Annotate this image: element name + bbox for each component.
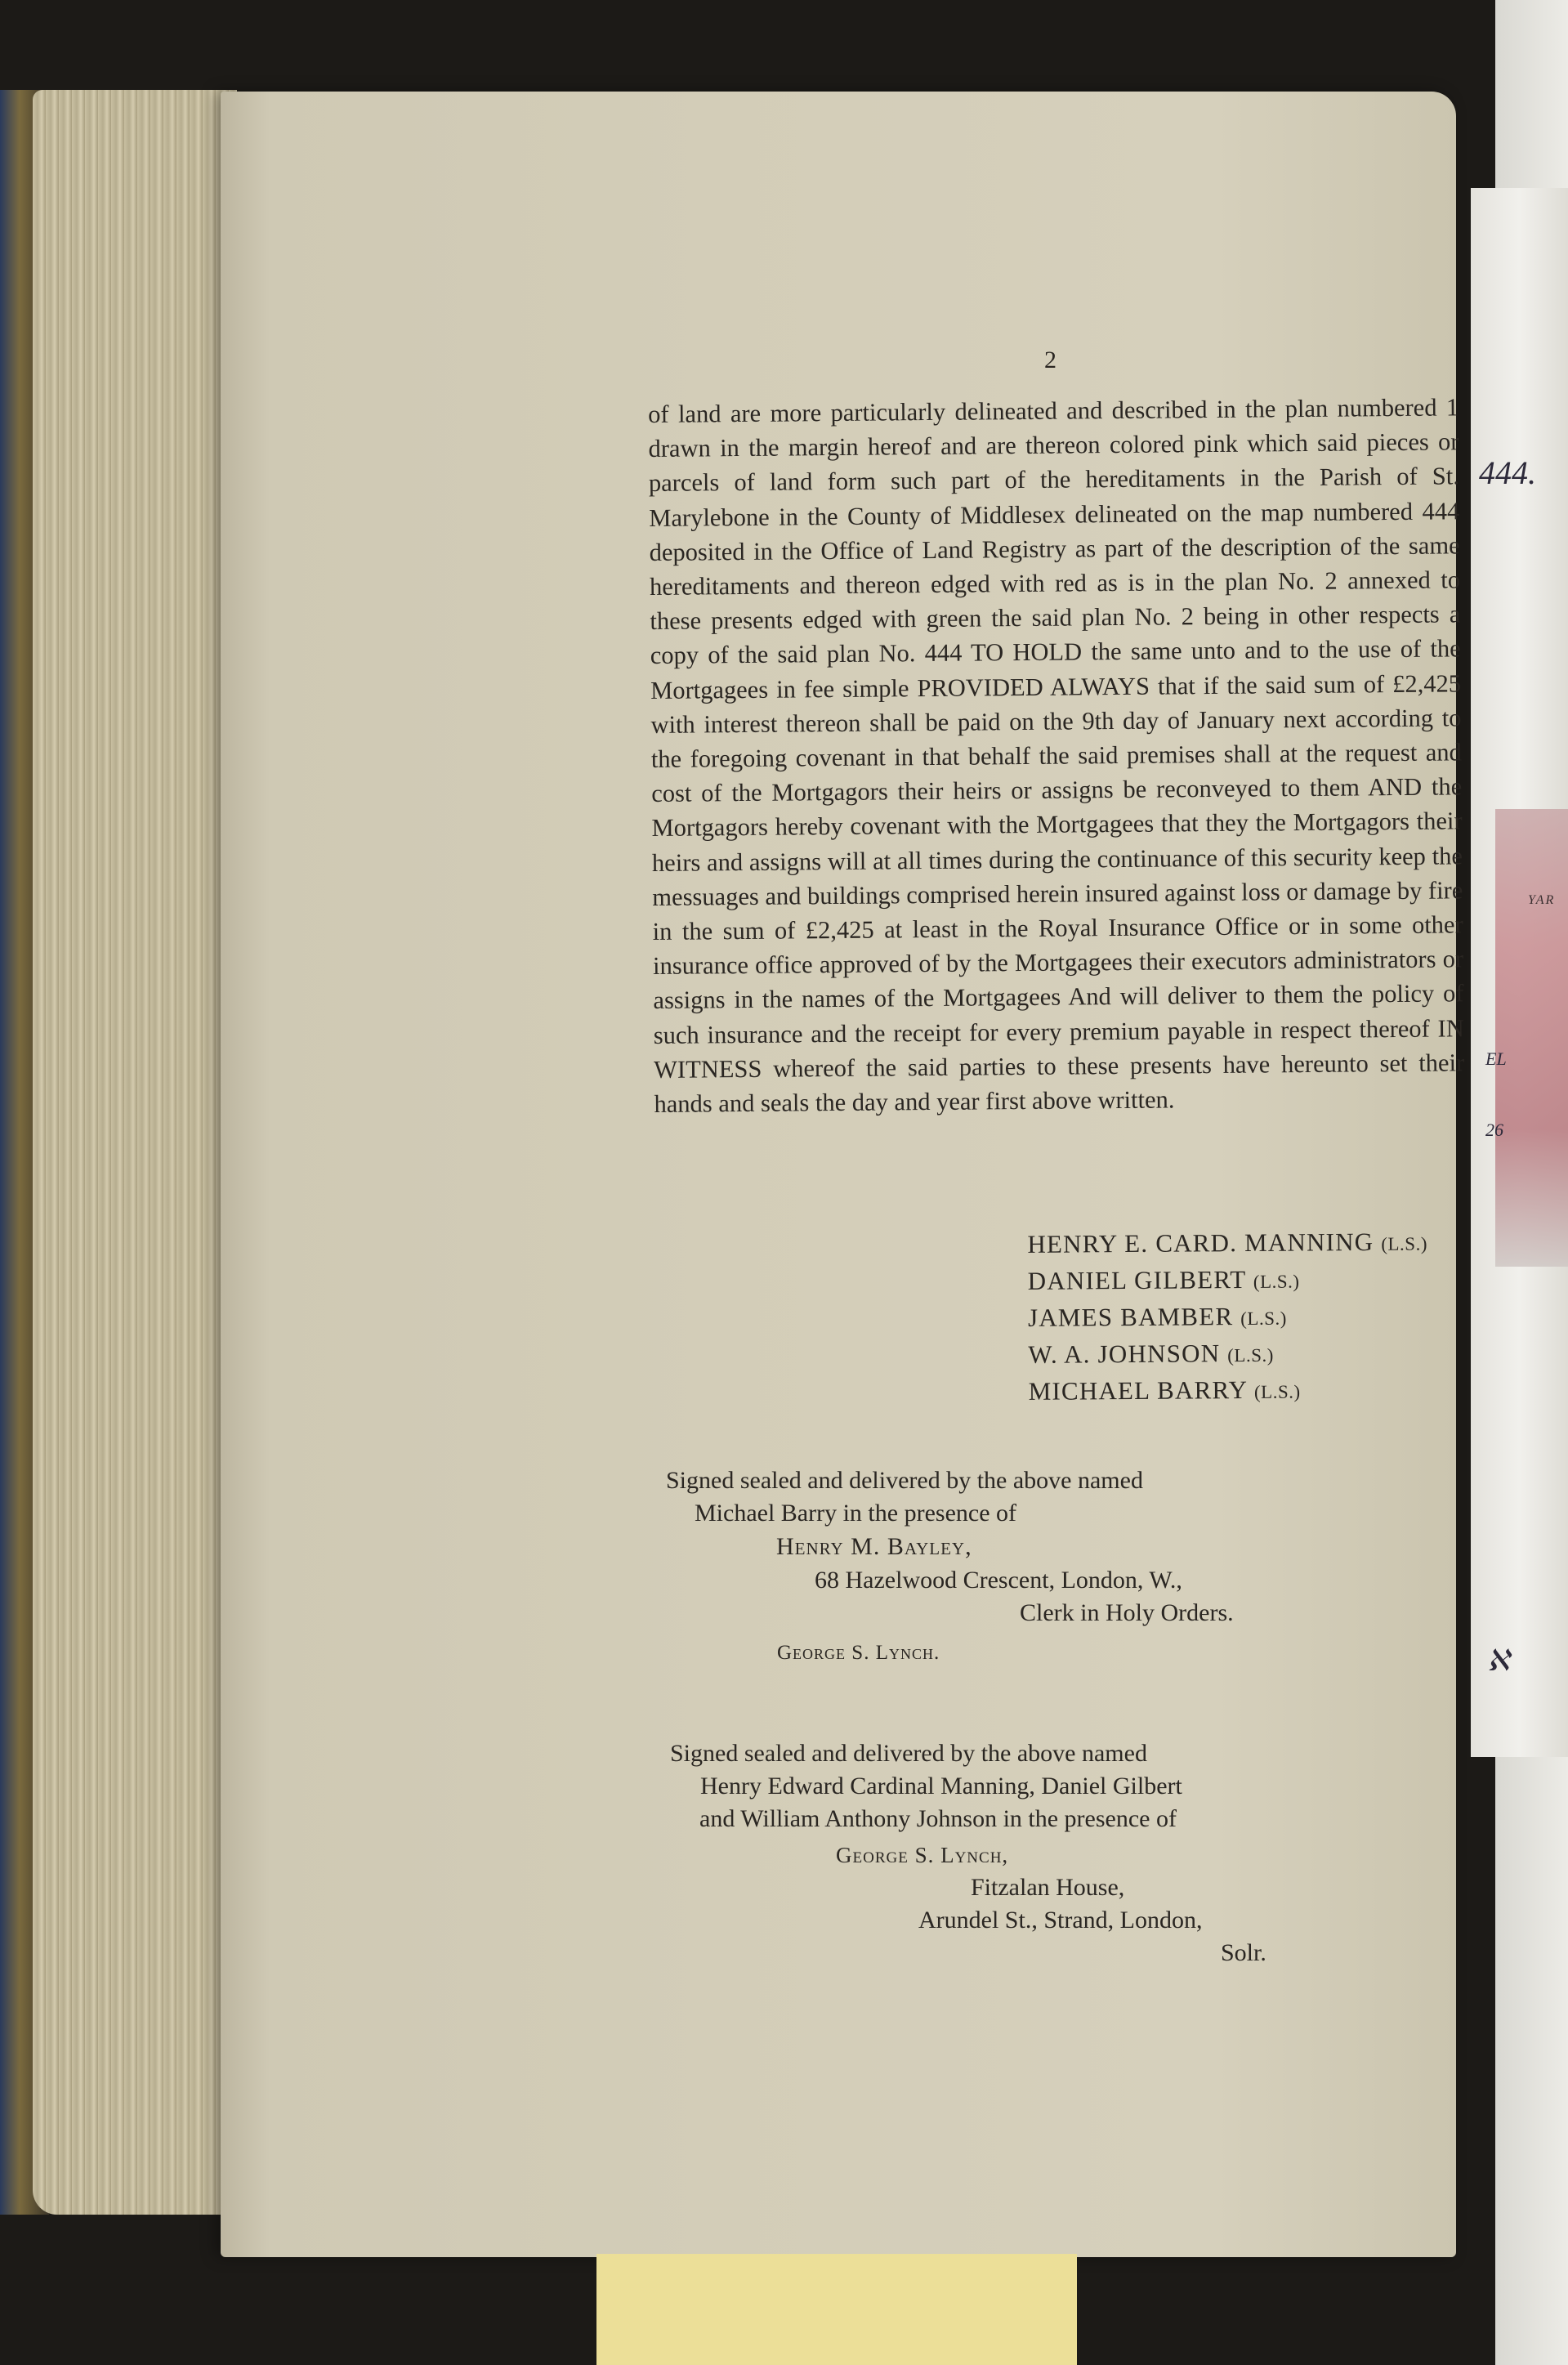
page-number: 2 (1044, 346, 1057, 373)
plan-26-label: 26 (1485, 1120, 1503, 1140)
signature-block (1027, 1224, 1470, 1411)
plan-el-label: EL (1485, 1048, 1507, 1069)
signature-line (1028, 1261, 1469, 1301)
signatory-name: HENRY E. CARD. MANNING (1027, 1227, 1374, 1259)
witness-address: Fitzalan House, (971, 1874, 1125, 1901)
witness-address: Arundel St., Strand, London, (918, 1907, 1203, 1934)
attestation-line: Signed sealed and delivered by the above named (670, 1740, 1147, 1767)
seal-mark: (L.S.) (1227, 1344, 1274, 1366)
page-stack-edges (33, 90, 237, 2215)
deed-body-text: of land are more particularly delineated and described in the plan numbered 1 drawn in the margin hereof and are thereon colored pink which said pieces or parcels of land form such part of the hereditaments in the Parish of St. Marylebone in the County of Middlesex delineated on the map numbered 444 deposited in the Office of Land Registry as part of the description of the same hereditaments and thereon edged with red as is in the plan No. 2 annexed to these presents edged with green the said plan No. 2 being in other respects a copy of the said plan No. 444 TO HOLD the same unto and to the use of the Mortgagees in fee simple PROVIDED ALWAYS that if the said sum of £2,425 with interest thereon shall be paid on the 9th day of January next according to the foregoing covenant in that behalf the said premises shall at the request and cost of the Mortgagors their heirs or assigns be reconveyed to them AND the Mortgagors hereby covenant with the Mortgagees that they the Mortgagors their heirs and assigns will at all times during the continuance of this security keep the messuages and buildings comprised herein insured against loss or damage by fire in the sum of £2,425 at least in the Royal Insurance Office or in some other insurance office approved of by the Mortgagees their executors administrators or assigns in the names of the Mortgagees And will deliver to them the policy of such insurance and the receipt for every premium payable in respect thereof IN WITNESS whereof the said parties to these presents have hereunto set their hands and seals the day and year first above written. (648, 393, 1465, 1119)
attestation-line: and William Anthony Johnson in the presence of (699, 1805, 1177, 1832)
witness-occupation: Solr. (1221, 1939, 1266, 1966)
signatory-name: W. A. JOHNSON (1028, 1339, 1221, 1369)
bookmark-tab (596, 2254, 1077, 2365)
plan-map-number: 444. (1479, 454, 1536, 491)
signatory-name: MICHAEL BARRY (1028, 1375, 1248, 1406)
attestation-line: Signed sealed and delivered by the above named (666, 1467, 1143, 1494)
witness-name: Henry M. Bayley, (776, 1533, 972, 1560)
seal-mark: (L.S.) (1253, 1381, 1301, 1402)
attestation-line: Michael Barry in the presence of (695, 1500, 1016, 1527)
plan-handwriting: ℵ (1487, 1644, 1509, 1677)
attached-plan-colored-area (1495, 809, 1568, 1267)
seal-mark: (L.S.) (1253, 1271, 1300, 1292)
signature-line (1028, 1335, 1469, 1375)
attestation-line: Henry Edward Cardinal Manning, Daniel Gilbert (700, 1773, 1182, 1799)
plan-yard-label: YAR (1528, 893, 1556, 907)
seal-mark: (L.S.) (1381, 1233, 1428, 1254)
witness-occupation: Clerk in Holy Orders. (1020, 1599, 1234, 1626)
witness-address: 68 Hazelwood Crescent, London, W., (815, 1567, 1182, 1594)
signature-line (1028, 1298, 1469, 1338)
witness-name: George S. Lynch, (836, 1843, 1009, 1867)
signatory-name: DANIEL GILBERT (1027, 1265, 1247, 1295)
signature-line (1028, 1371, 1469, 1411)
second-witness-name: George S. Lynch. (777, 1642, 940, 1664)
signature-line (1027, 1224, 1468, 1264)
signatory-name: JAMES BAMBER (1027, 1302, 1234, 1332)
seal-mark: (L.S.) (1240, 1308, 1287, 1330)
